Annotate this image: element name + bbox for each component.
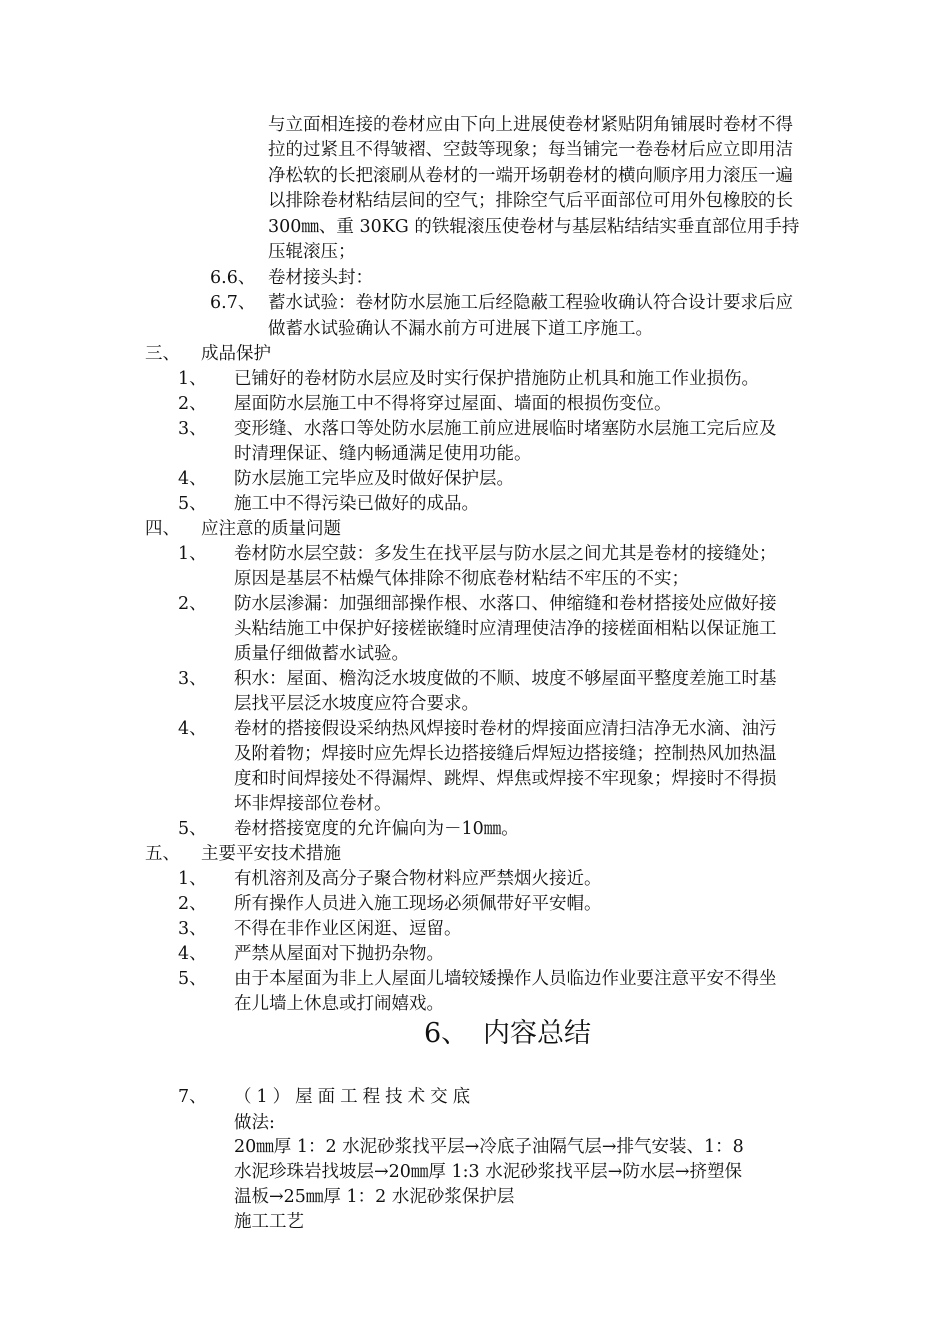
item-title: （1）屋面工程技术交底 — [234, 1087, 476, 1107]
list-item: 不得在非作业区闲逛、逗留。 — [234, 919, 462, 939]
intro-line: 压辊滚压； — [268, 242, 356, 262]
list-item: 及附着物；焊接时应先焊长边搭接缝后焊短边搭接缝；控制热风加热温 — [234, 744, 777, 764]
list-item-number: 3、 — [178, 419, 207, 439]
item-line: 做法: — [234, 1113, 275, 1133]
step-number: 6.6、 — [210, 268, 256, 288]
list-item: 卷材防水层空鼓：多发生在找平层与防水层之间尤其是卷材的接缝处； — [234, 544, 777, 564]
list-item-number: 4、 — [178, 719, 207, 739]
list-item-number: 1、 — [178, 869, 207, 889]
item-line: 水泥珍珠岩找坡层→20㎜厚 1:3 水泥砂浆找平层→防水层→挤塑保 — [234, 1162, 743, 1182]
list-item-number: 3、 — [178, 669, 207, 689]
list-item: 防水层渗漏：加强细部操作根、水落口、伸缩缝和卷材搭接处应做好接 — [234, 594, 777, 614]
list-item: 层找平层泛水坡度应符合要求。 — [234, 694, 479, 714]
heading-number: 6、 — [424, 1018, 469, 1049]
list-item: 防水层施工完毕应及时做好保护层。 — [234, 469, 514, 489]
list-item-number: 5、 — [178, 494, 207, 514]
list-item-number: 2、 — [178, 894, 207, 914]
list-item: 度和时间焊接处不得漏焊、跳焊、焊焦或焊接不牢现象；焊接时不得损 — [234, 769, 777, 789]
list-item: 质量仔细做蓄水试验。 — [234, 644, 409, 664]
intro-line: 净松软的长把滚刷从卷材的一端开场朝卷材的横向顺序用力滚压一遍 — [268, 166, 793, 186]
list-item: 积水：屋面、檐沟泛水坡度做的不顺、坡度不够屋面平整度差施工时基 — [234, 669, 777, 689]
section-number: 五、 — [145, 844, 180, 864]
heading-title: 内容总结 — [483, 1018, 591, 1049]
list-item: 已铺好的卷材防水层应及时实行保护措施防止机具和施工作业损伤。 — [234, 369, 759, 389]
list-item: 严禁从屋面对下抛扔杂物。 — [234, 944, 444, 964]
section-number: 四、 — [145, 519, 180, 539]
list-item: 原因是基层不枯燥气体排除不彻底卷材粘结不牢压的不实； — [234, 569, 689, 589]
step-text: 做蓄水试验确认不漏水前方可进展下道工序施工。 — [268, 319, 653, 339]
item-line: 20㎜厚 1：2 水泥砂浆找平层→冷底子油隔气层→排气安装、1：8 — [234, 1137, 744, 1157]
list-item-number: 1、 — [178, 369, 207, 389]
list-item-number: 5、 — [178, 969, 207, 989]
intro-line: 拉的过紧且不得皱褶、空鼓等现象；每当铺完一卷卷材后应立即用洁 — [268, 140, 793, 160]
list-item-number: 7、 — [178, 1087, 207, 1107]
list-item: 头粘结施工中保护好接槎嵌缝时应清理使洁净的接槎面相粘以保证施工 — [234, 619, 777, 639]
list-item-number: 2、 — [178, 594, 207, 614]
list-item: 坏非焊接部位卷材。 — [234, 794, 392, 814]
intro-line: 以排除卷材粘结层间的空气；排除空气后平面部位可用外包橡胶的长 — [268, 191, 793, 211]
list-item: 由于本屋面为非上人屋面儿墙较矮操作人员临边作业要注意平安不得坐 — [234, 969, 777, 989]
list-item: 变形缝、水落口等处防水层施工前应进展临时堵塞防水层施工完后应及 — [234, 419, 777, 439]
intro-line: 300㎜、重 30KG 的铁辊滚压使卷材与基层粘结结实垂直部位用手持 — [268, 217, 800, 237]
item-line: 温板→25㎜厚 1：2 水泥砂浆保护层 — [234, 1187, 515, 1207]
list-item: 所有操作人员进入施工现场必须佩带好平安帽。 — [234, 894, 602, 914]
list-item: 卷材的搭接假设采纳热风焊接时卷材的焊接面应清扫洁净无水滴、油污 — [234, 719, 777, 739]
section-title: 成品保护 — [201, 344, 271, 364]
intro-line: 与立面相连接的卷材应由下向上进展使卷材紧贴阴角铺展时卷材不得 — [268, 115, 793, 135]
list-item: 卷材搭接宽度的允许偏向为－10㎜。 — [234, 819, 519, 839]
step-text: 蓄水试验：卷材防水层施工后经隐蔽工程验收确认符合设计要求后应 — [268, 293, 793, 313]
list-item: 屋面防水层施工中不得将穿过屋面、墙面的根损伤变位。 — [234, 394, 672, 414]
list-item-number: 2、 — [178, 394, 207, 414]
list-item: 在儿墙上休息或打闹嬉戏。 — [234, 994, 444, 1014]
list-item-number: 1、 — [178, 544, 207, 564]
step-number: 6.7、 — [210, 293, 256, 313]
list-item: 施工中不得污染已做好的成品。 — [234, 494, 479, 514]
list-item: 有机溶剂及高分子聚合物材料应严禁烟火接近。 — [234, 869, 602, 889]
step-text: 卷材接头封： — [268, 268, 373, 288]
list-item-number: 4、 — [178, 469, 207, 489]
list-item: 时清理保证、缝内畅通满足使用功能。 — [234, 444, 532, 464]
item-line: 施工工艺 — [234, 1212, 304, 1232]
list-item-number: 5、 — [178, 819, 207, 839]
section-title: 应注意的质量问题 — [201, 519, 341, 539]
section-number: 三、 — [145, 344, 180, 364]
list-item-number: 4、 — [178, 944, 207, 964]
section-title: 主要平安技术措施 — [201, 844, 341, 864]
list-item-number: 3、 — [178, 919, 207, 939]
